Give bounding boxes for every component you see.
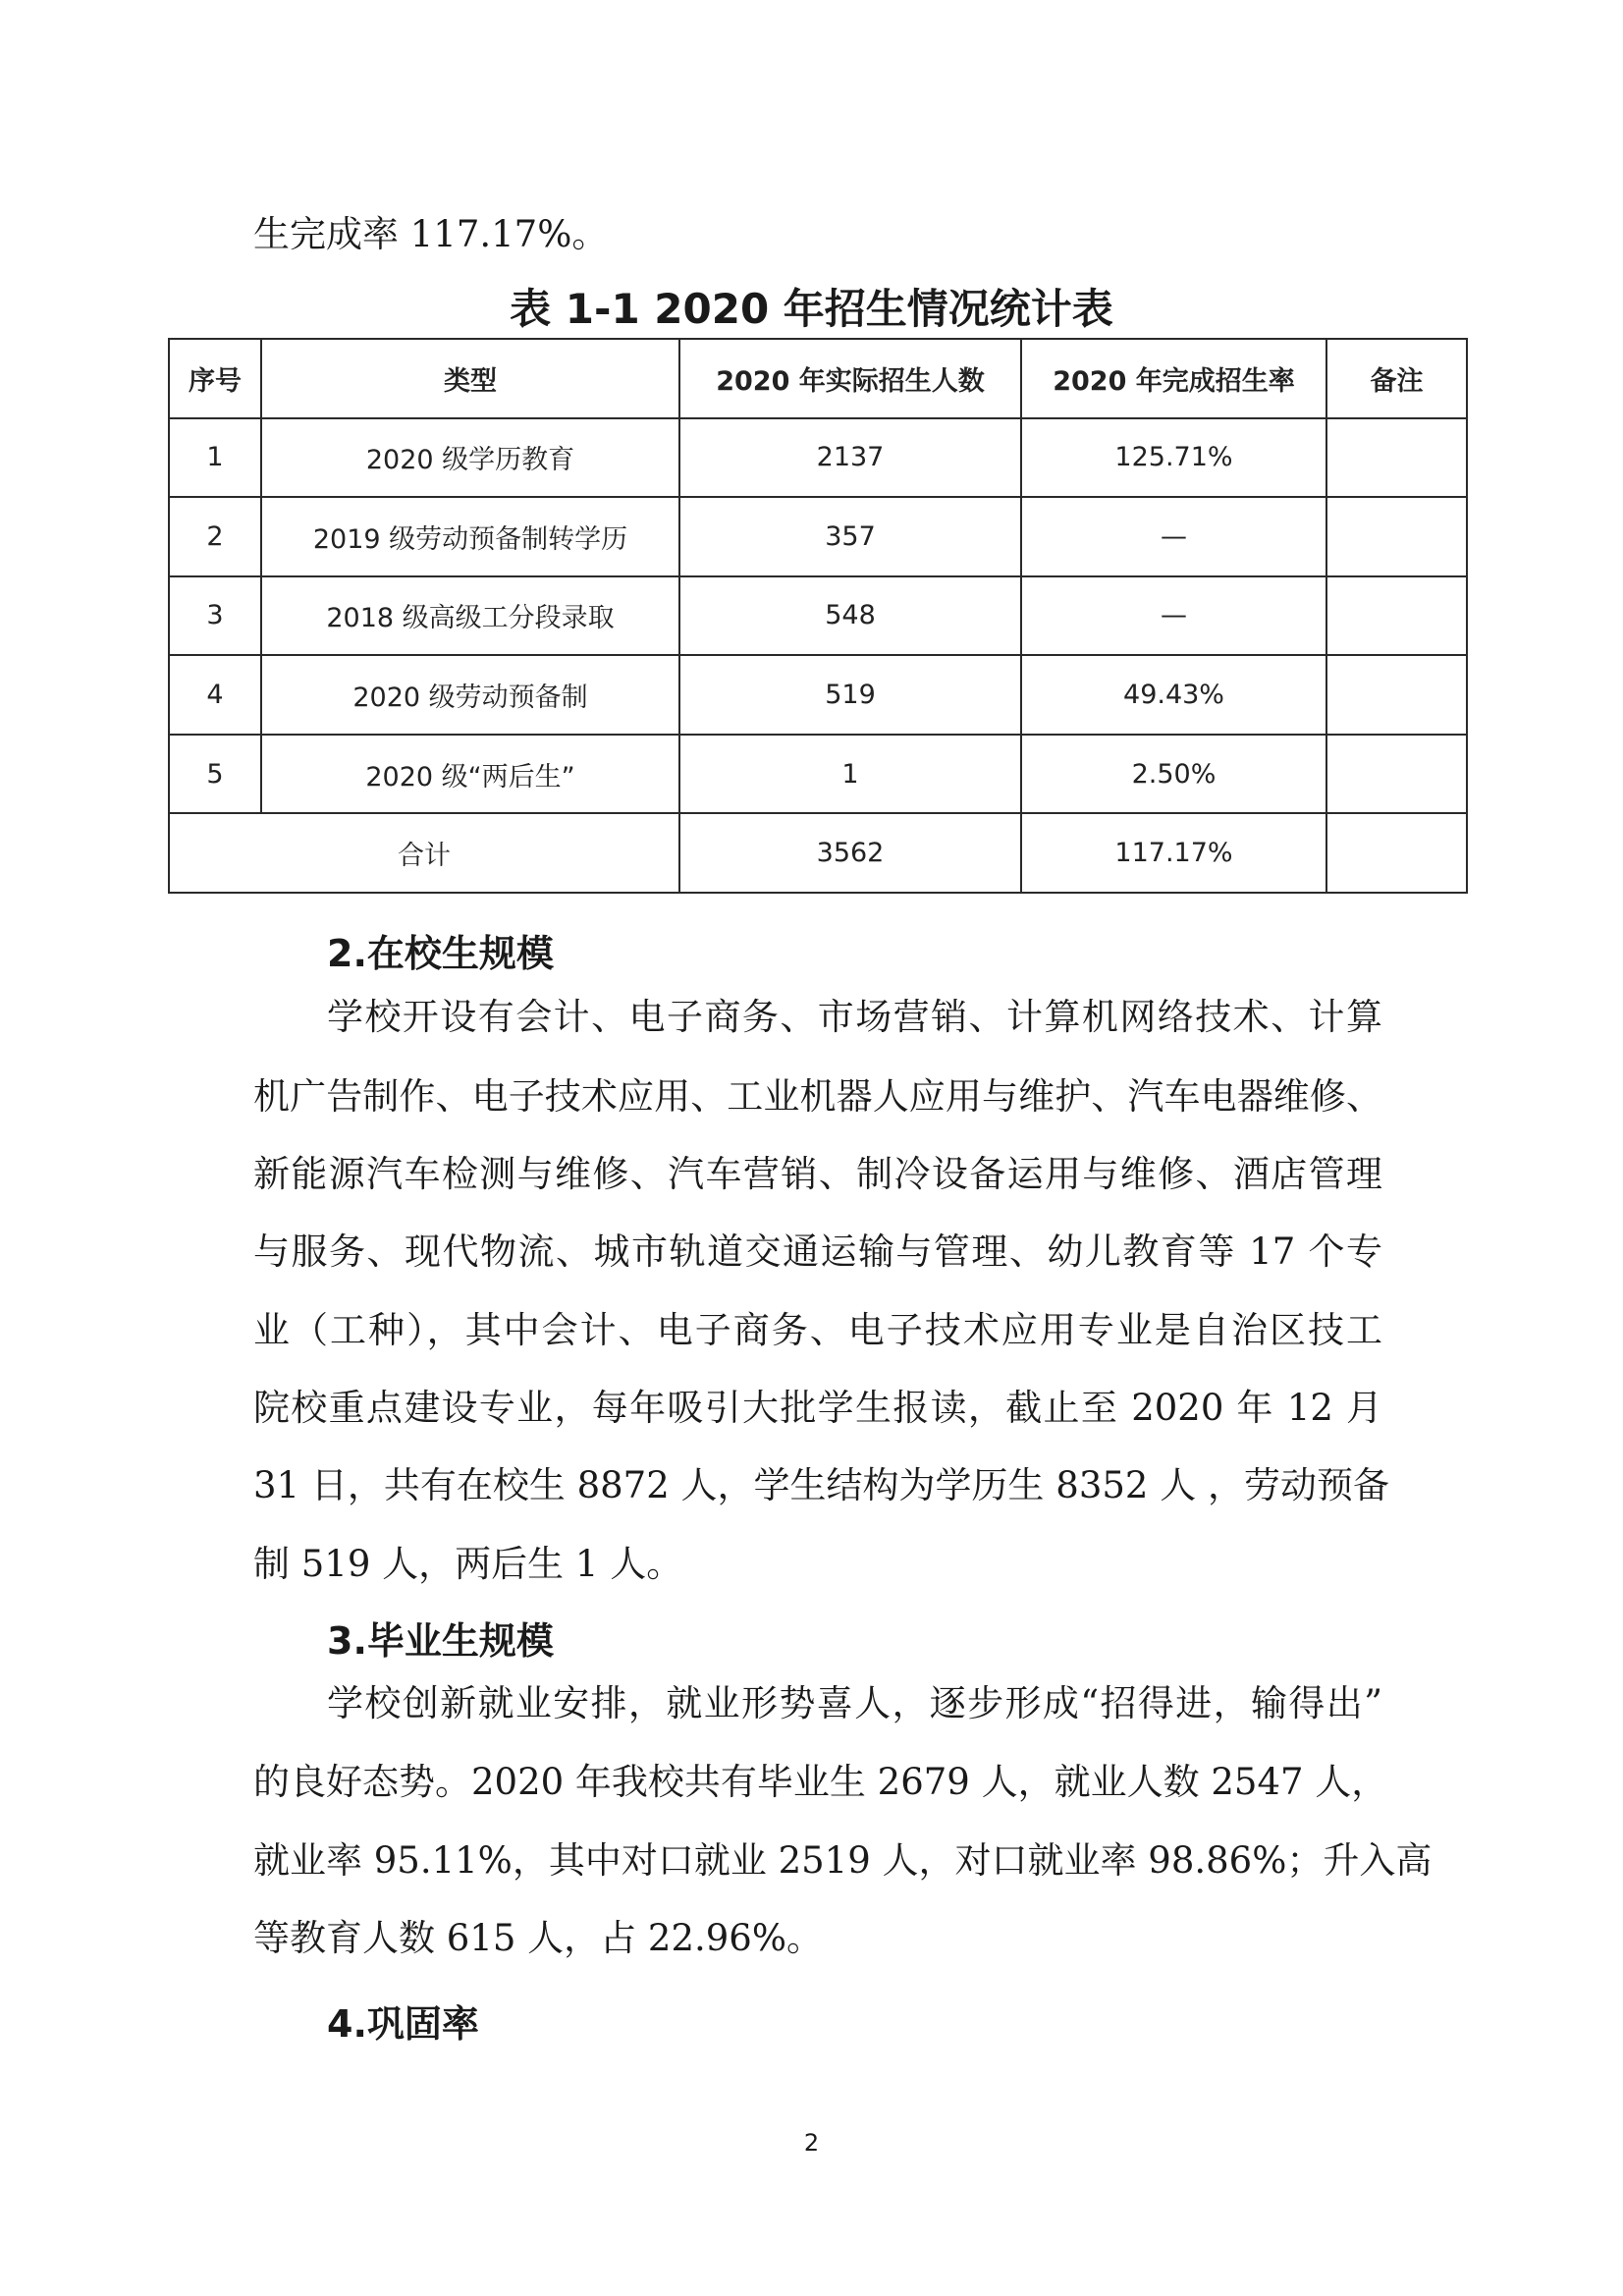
row-note: [1326, 418, 1467, 498]
row-type: 2018 级高级工分段录取: [261, 576, 679, 656]
row-number: 1: [169, 418, 261, 498]
total-note: [1326, 813, 1467, 893]
section2-line: 学校开设有会计、电子商务、市场营销、计算机网络技术、计算: [327, 996, 1382, 1038]
section2-line: 与服务、现代物流、城市轨道交通运输与管理、幼儿教育等 17 个专: [253, 1230, 1382, 1273]
row-count: 519: [679, 655, 1021, 735]
row-count: 357: [679, 497, 1021, 576]
row-note: [1326, 497, 1467, 576]
enrollment-table: [168, 338, 1468, 894]
row-note: [1326, 735, 1467, 814]
section2-line: 新能源汽车检测与维修、汽车营销、制冷设备运用与维修、酒店管理: [253, 1153, 1382, 1195]
row-count: 2137: [679, 418, 1021, 498]
section2-heading: 2.在校生规模: [327, 932, 554, 975]
section3-line: 学校创新就业安排，就业形势喜人，逐步形成“招得进，输得出”: [327, 1682, 1382, 1724]
section4-heading: 4.巩固率: [327, 2002, 479, 2046]
header-cell: 备注: [1326, 339, 1467, 418]
section2-line: 院校重点建设专业，每年吸引大批学生报读，截止至 2020 年 12 月: [253, 1387, 1382, 1429]
row-type: 2020 级劳动预备制: [261, 655, 679, 735]
table-row: [169, 576, 1467, 656]
section3-line: 就业率 95.11%，其中对口就业 2519 人，对口就业率 98.86%；升入高: [253, 1839, 1433, 1882]
row-note: [1326, 576, 1467, 656]
table-row: [169, 735, 1467, 814]
row-type: 2020 级学历教育: [261, 418, 679, 498]
row-number: 2: [169, 497, 261, 576]
row-count: 1: [679, 735, 1021, 814]
section3-line: 等教育人数 615 人，占 22.96%。: [253, 1917, 823, 1959]
section2-line: 31 日，共有在校生 8872 人，学生结构为学历生 8352 人 ，劳动预备: [253, 1464, 1389, 1506]
row-rate: 125.71%: [1021, 418, 1326, 498]
row-type: 2019 级劳动预备制转学历: [261, 497, 679, 576]
table-total-row: [169, 813, 1467, 893]
table-row: [169, 497, 1467, 576]
section3-heading: 3.毕业生规模: [327, 1619, 554, 1663]
row-type: 2020 级“两后生”: [261, 735, 679, 814]
header-cell: 序号: [169, 339, 261, 418]
row-number: 5: [169, 735, 261, 814]
total-label: 合计: [169, 813, 679, 893]
row-number: 3: [169, 576, 261, 656]
section3-line: 的良好态势。2020 年我校共有毕业生 2679 人，就业人数 2547 人，: [253, 1761, 1388, 1803]
table-row: [169, 655, 1467, 735]
header-cell: 类型: [261, 339, 679, 418]
row-rate: —: [1021, 576, 1326, 656]
header-cell: 2020 年实际招生人数: [679, 339, 1021, 418]
total-rate: 117.17%: [1021, 813, 1326, 893]
row-note: [1326, 655, 1467, 735]
table-caption: 表 1-1 2020 年招生情况统计表: [510, 285, 1113, 333]
row-rate: 2.50%: [1021, 735, 1326, 814]
table-row: [169, 418, 1467, 498]
header-cell: 2020 年完成招生率: [1021, 339, 1326, 418]
section2-line: 制 519 人，两后生 1 人。: [253, 1543, 683, 1585]
row-rate: 49.43%: [1021, 655, 1326, 735]
table-header-row: [169, 339, 1467, 418]
section2-line: 业（工种），其中会计、电子商务、电子技术应用专业是自治区技工: [253, 1309, 1382, 1351]
total-count: 3562: [679, 813, 1021, 893]
row-count: 548: [679, 576, 1021, 656]
page-number: 2: [803, 2129, 820, 2157]
section2-line: 机广告制作、电子技术应用、工业机器人应用与维护、汽车电器维修、: [253, 1075, 1382, 1118]
intro-line: 生完成率 117.17%。: [253, 213, 609, 255]
row-rate: —: [1021, 497, 1326, 576]
row-number: 4: [169, 655, 261, 735]
